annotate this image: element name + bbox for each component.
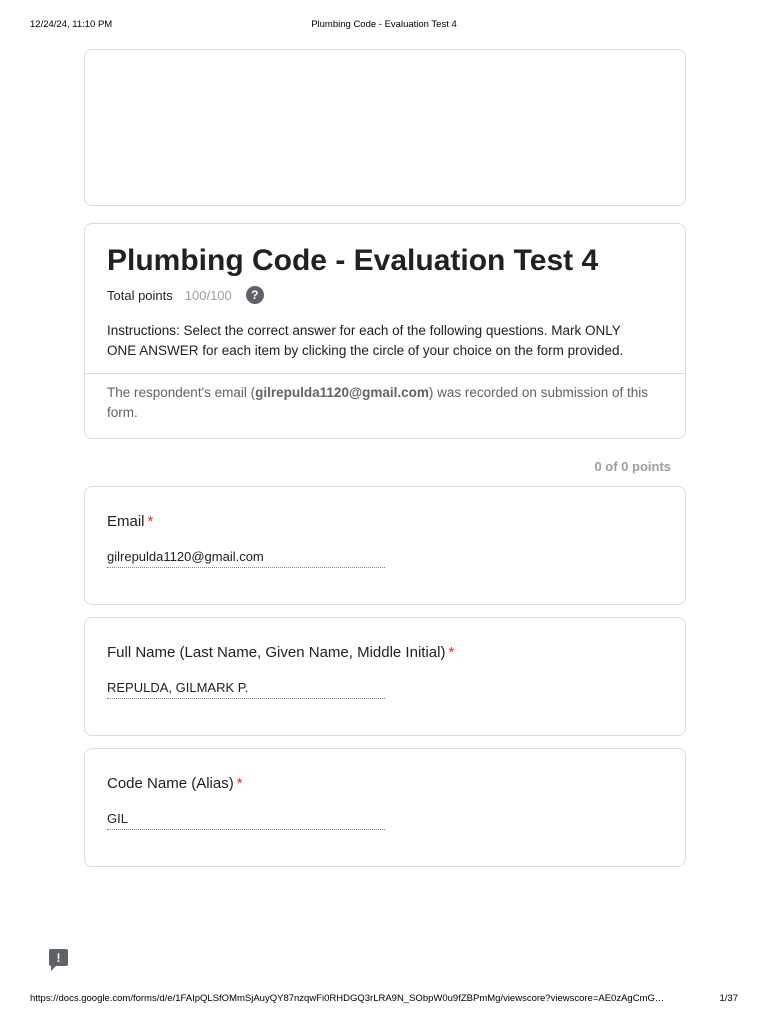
header-banner — [84, 49, 686, 206]
report-feedback-icon[interactable]: ! — [49, 949, 68, 966]
page-number: 1/37 — [719, 993, 738, 1004]
print-page-title: Plumbing Code - Evaluation Test 4 — [311, 19, 457, 30]
total-points-value: 100/100 — [184, 287, 232, 303]
print-url: https://docs.google.com/forms/d/e/1FAIpQLSfOMmSjAuyQY87nzqwFi0RHDGQ3rLRA9N_SObpW0u9fZBPmMg/viewscore?viewscore=AE0zAgCmG… — [30, 993, 665, 1004]
question-title — [107, 513, 153, 530]
help-icon[interactable]: ? — [246, 286, 264, 304]
form-instructions: Instructions: Select the correct answer for each of the following questions. Mark ONLY ONE ANSWER for each item by clicking the circle of your choice on the form provided. — [107, 323, 624, 358]
section-points: 0 of 0 points — [594, 459, 671, 474]
email-note-suffix: ) was recorded on submission of this form. — [107, 385, 648, 420]
email-recorded-note — [107, 383, 655, 423]
answer-text: GIL — [107, 811, 385, 830]
total-points-row — [107, 286, 264, 304]
answer-text: REPULDA, GILMARK P. — [107, 680, 385, 699]
total-points-label: Total points — [107, 287, 173, 303]
question-title-text: Email — [107, 513, 145, 530]
divider — [85, 373, 685, 374]
question-title-text: Code Name (Alias) — [107, 775, 234, 792]
print-datetime: 12/24/24, 11:10 PM — [30, 19, 113, 30]
question-title — [107, 644, 454, 661]
required-asterisk: * — [448, 644, 455, 661]
email-note-prefix: The respondent's email ( — [107, 385, 256, 400]
question-card-full-name — [84, 617, 686, 736]
print-header — [30, 19, 738, 33]
question-title-text: Full Name (Last Name, Given Name, Middle Initial) — [107, 644, 446, 661]
form-title-card — [84, 223, 686, 439]
respondent-email: gilrepulda1120@gmail.com — [255, 385, 429, 400]
required-asterisk: * — [147, 513, 154, 530]
answer-text: gilrepulda1120@gmail.com — [107, 549, 385, 568]
question-title — [107, 775, 243, 792]
question-card-email — [84, 486, 686, 605]
question-card-code-name — [84, 748, 686, 867]
required-asterisk: * — [236, 775, 243, 792]
form-title: Plumbing Code - Evaluation Test 4 — [107, 244, 599, 277]
